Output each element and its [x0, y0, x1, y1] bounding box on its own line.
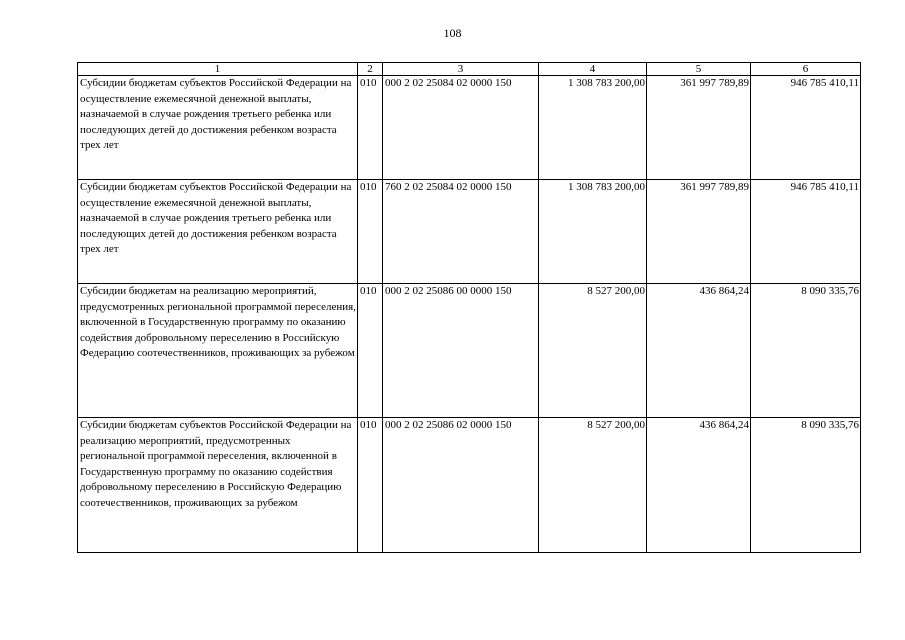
- column-header-4: 4: [539, 63, 647, 76]
- row-approved-amount: 1 308 783 200,00: [539, 180, 647, 284]
- row-name: Субсидии бюджетам на реализацию мероприятий, предусмотренных региональной программой переселения, включенной в Государственную программу по оказанию содействия добровольному переселению в Российскую Федерацию соотечественников, проживающих за рубежом: [78, 284, 358, 418]
- row-executed-amount: 361 997 789,89: [647, 76, 751, 180]
- table-row: [78, 284, 861, 418]
- table-row: [78, 76, 861, 180]
- row-remaining-amount: 8 090 335,76: [751, 284, 861, 418]
- table-row: [78, 418, 861, 553]
- budget-table: [77, 62, 861, 553]
- row-approved-amount: 8 527 200,00: [539, 284, 647, 418]
- row-name: Субсидии бюджетам субъектов Российской Федерации на осуществление ежемесячной денежной выплаты, назначаемой в случае рождения третьего ребенка или последующих детей до достижения ребенком возраста трех лет: [78, 76, 358, 180]
- header-row: [78, 63, 861, 76]
- row-budget-code: 000 2 02 25086 00 0000 150: [383, 284, 539, 418]
- row-name: Субсидии бюджетам субъектов Российской Федерации на реализацию мероприятий, предусмотренных региональной программой переселения, включенной в Государственную программу по оказанию содействия добровольному переселению в Российскую Федерацию соотечественников, проживающих за рубежом: [78, 418, 358, 553]
- row-approved-amount: 1 308 783 200,00: [539, 76, 647, 180]
- row-remaining-amount: 8 090 335,76: [751, 418, 861, 553]
- row-executed-amount: 361 997 789,89: [647, 180, 751, 284]
- row-executed-amount: 436 864,24: [647, 284, 751, 418]
- row-admin-code: 010: [358, 418, 383, 553]
- row-budget-code: 000 2 02 25086 02 0000 150: [383, 418, 539, 553]
- row-remaining-amount: 946 785 410,11: [751, 76, 861, 180]
- column-header-6: 6: [751, 63, 861, 76]
- column-header-5: 5: [647, 63, 751, 76]
- row-budget-code: 000 2 02 25084 02 0000 150: [383, 76, 539, 180]
- row-name: Субсидии бюджетам субъектов Российской Федерации на осуществление ежемесячной денежной выплаты, назначаемой в случае рождения третьего ребенка или последующих детей до достижения ребенком возраста трех лет: [78, 180, 358, 284]
- row-admin-code: 010: [358, 284, 383, 418]
- row-approved-amount: 8 527 200,00: [539, 418, 647, 553]
- row-admin-code: 010: [358, 180, 383, 284]
- column-header-1: 1: [78, 63, 358, 76]
- column-header-2: 2: [358, 63, 383, 76]
- table-header: [78, 63, 861, 76]
- row-executed-amount: 436 864,24: [647, 418, 751, 553]
- row-remaining-amount: 946 785 410,11: [751, 180, 861, 284]
- page-number: 108: [443, 26, 462, 40]
- column-header-3: 3: [383, 63, 539, 76]
- table-body: [78, 76, 861, 553]
- row-budget-code: 760 2 02 25084 02 0000 150: [383, 180, 539, 284]
- table-row: [78, 180, 861, 284]
- row-admin-code: 010: [358, 76, 383, 180]
